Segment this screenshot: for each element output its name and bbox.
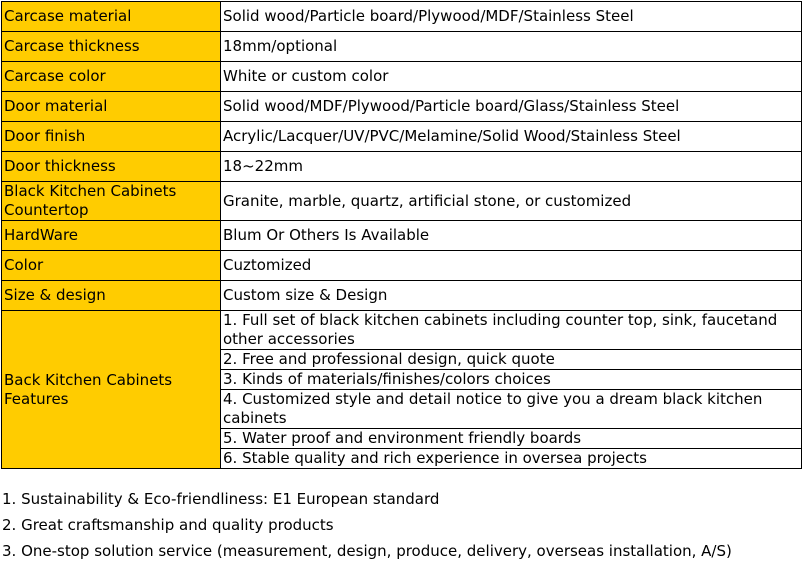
- note-item: 3. One-stop solution service (measurement, design, produce, delivery, overseas installation, A/S): [2, 542, 732, 560]
- feature-item: 5. Water proof and environment friendly boards: [221, 429, 802, 449]
- row-label: Size & design: [2, 281, 221, 311]
- row-label: Carcase color: [2, 62, 221, 92]
- feature-item: 1. Full set of black kitchen cabinets including counter top, sink, faucetand other accessories: [221, 311, 802, 350]
- notes-list: [2, 486, 732, 564]
- row-value: Solid wood/Particle board/Plywood/MDF/Stainless Steel: [221, 2, 802, 32]
- row-label: Door thickness: [2, 152, 221, 182]
- row-value: Custom size & Design: [221, 281, 802, 311]
- table-row: [2, 122, 802, 152]
- row-value: Cuztomized: [221, 251, 802, 281]
- features-label: Back Kitchen Cabinets Features: [2, 311, 221, 469]
- row-label: Door material: [2, 92, 221, 122]
- table-row: [2, 251, 802, 281]
- row-value: Acrylic/Lacquer/UV/PVC/Melamine/Solid Wood/Stainless Steel: [221, 122, 802, 152]
- row-value: White or custom color: [221, 62, 802, 92]
- table-row: [2, 32, 802, 62]
- spec-table: [1, 1, 802, 469]
- row-value: Solid wood/MDF/Plywood/Particle board/Glass/Stainless Steel: [221, 92, 802, 122]
- row-label: Carcase thickness: [2, 32, 221, 62]
- features-row: [2, 311, 802, 350]
- feature-item: 3. Kinds of materials/finishes/colors choices: [221, 370, 802, 390]
- note-item: 2. Great craftsmanship and quality products: [2, 516, 334, 534]
- row-label: Color: [2, 251, 221, 281]
- table-row: [2, 152, 802, 182]
- row-label: Door finish: [2, 122, 221, 152]
- feature-item: 4. Customized style and detail notice to give you a dream black kitchen cabinets: [221, 390, 802, 429]
- table-row: [2, 281, 802, 311]
- row-value: 18mm/optional: [221, 32, 802, 62]
- row-label: HardWare: [2, 221, 221, 251]
- feature-item: 6. Stable quality and rich experience in oversea projects: [221, 449, 802, 469]
- table-row: [2, 62, 802, 92]
- row-value: 18~22mm: [221, 152, 802, 182]
- table-row: [2, 182, 802, 221]
- feature-item: 2. Free and professional design, quick quote: [221, 350, 802, 370]
- row-label: Black Kitchen Cabinets Countertop: [2, 182, 221, 221]
- row-label: Carcase material: [2, 2, 221, 32]
- table-row: [2, 92, 802, 122]
- table-row: [2, 2, 802, 32]
- row-value: Blum Or Others Is Available: [221, 221, 802, 251]
- note-item: 1. Sustainability & Eco-friendliness: E1 European standard: [2, 490, 440, 508]
- table-row: [2, 221, 802, 251]
- row-value: Granite, marble, quartz, artificial stone, or customized: [221, 182, 802, 221]
